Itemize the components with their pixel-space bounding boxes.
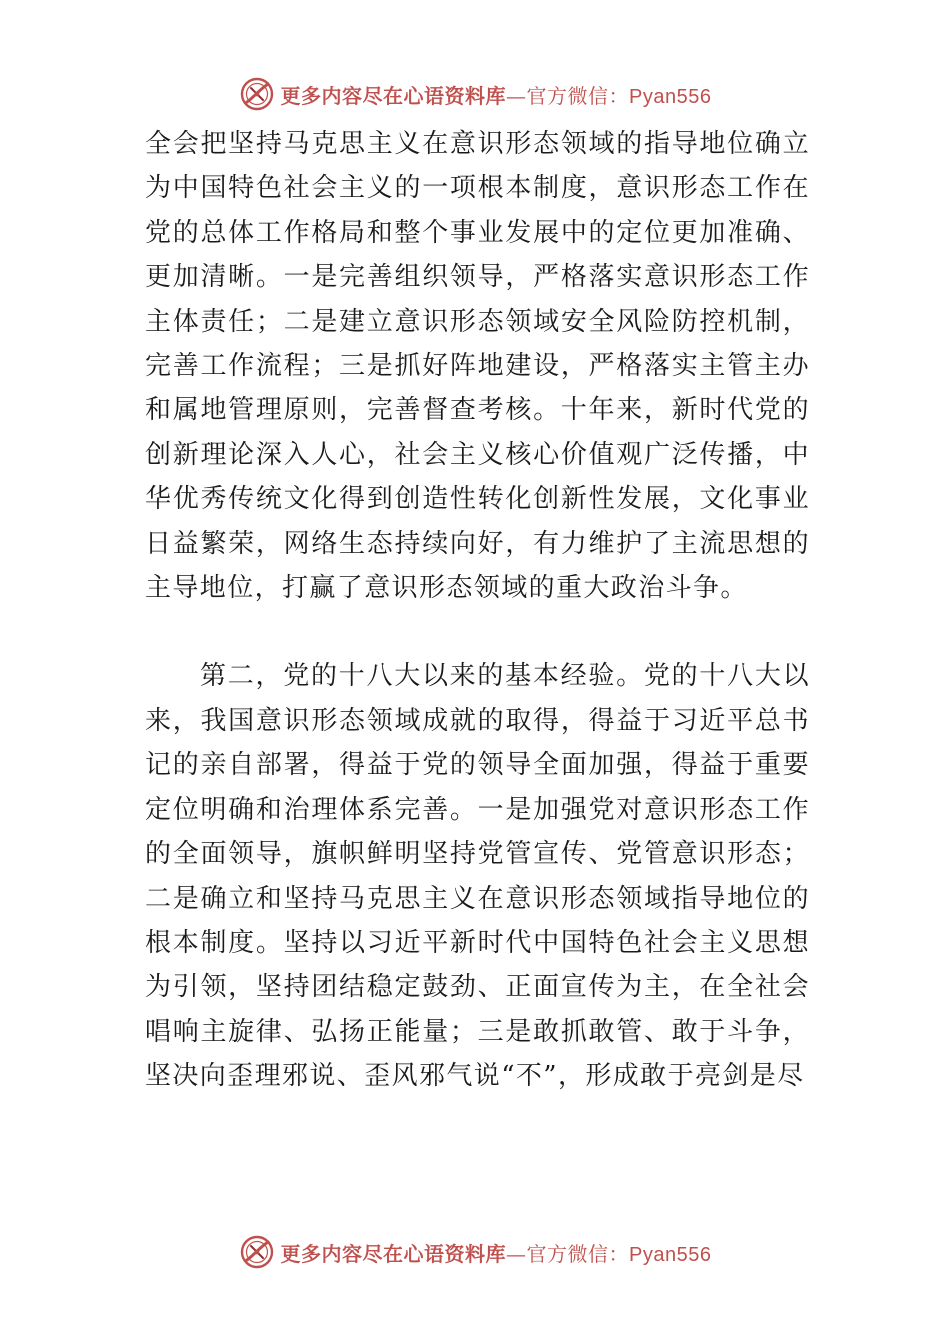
header-separator: — — [506, 83, 527, 108]
footer-banner — [0, 1230, 950, 1274]
footer-banner-text — [281, 1238, 712, 1267]
paragraph-spacer — [145, 610, 810, 654]
seal-logo-icon — [239, 1234, 275, 1270]
document-body — [145, 122, 810, 1099]
header-banner-text — [281, 80, 712, 109]
footer-brand: 更多内容尽在心语资料库 — [280, 1241, 507, 1266]
header-wechat: 官方微信：Pyan556 — [526, 85, 712, 108]
footer-separator: — — [506, 1241, 527, 1266]
footer-wechat: 官方微信：Pyan556 — [526, 1243, 712, 1266]
paragraph-2: 第二，党的十八大以来的基本经验。党的十八大以来，我国意识形态领域成就的取得，得益于习近平总书记的亲自部署，得益于党的领导全面加强，得益于重要定位明确和治理体系完善。一是加强党对意识形态工作的全面领导，旗帜鲜明坚持党管宣传、党管意识形态；二是确立和坚持马克思主义在意识形态领域指导地位的根本制度。坚持以习近平新时代中国特色社会主义思想为引领，坚持团结稳定鼓劲、正面宣传为主，在全社会唱响主旋律、弘扬正能量；三是敢抓敢管、敢于斗争，坚决向歪理邪说、歪风邪气说“不”，形成敢于亮剑是尽 — [145, 661, 810, 1092]
header-banner — [0, 72, 950, 116]
header-brand: 更多内容尽在心语资料库 — [280, 83, 507, 108]
paragraph-1: 全会把坚持马克思主义在意识形态领域的指导地位确立为中国特色社会主义的一项根本制度，意识形态工作在党的总体工作格局和整个事业发展中的定位更加准确、更加清晰。一是完善组织领导，严格落实意识形态工作主体责任；二是建立意识形态领域安全风险防控机制，完善工作流程；三是抓好阵地建设，严格落实主管主办和属地管理原则，完善督查考核。十年来，新时代党的创新理论深入人心，社会主义核心价值观广泛传播，中华优秀传统文化得到创造性转化创新性发展，文化事业日益繁荣，网络生态持续向好，有力维护了主流思想的主导地位，打赢了意识形态领域的重大政治斗争。 — [145, 129, 810, 604]
seal-logo-icon — [239, 76, 275, 112]
